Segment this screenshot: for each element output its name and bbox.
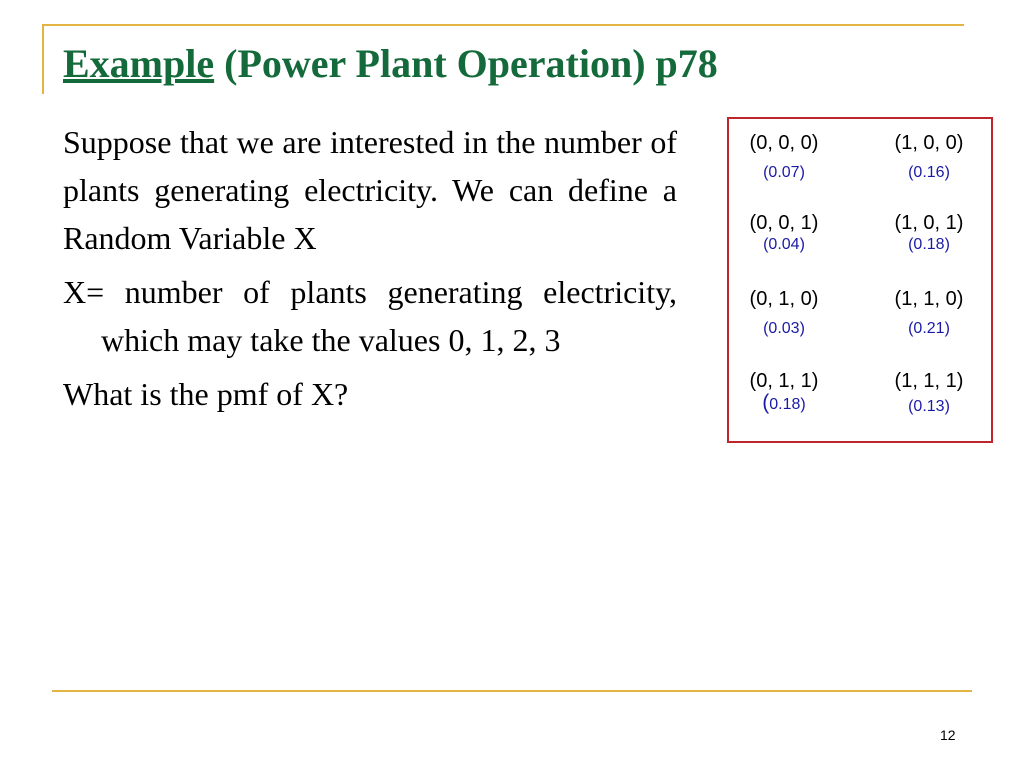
- outcome-probability: [724, 393, 844, 415]
- bottom-rule: [52, 690, 972, 692]
- outcome-probability: (0.03): [763, 320, 805, 337]
- paragraph-question: What is the pmf of X?: [63, 376, 349, 412]
- outcome-label: (0, 0, 0): [749, 132, 819, 154]
- outcome-cell: [869, 211, 989, 255]
- probability-open-paren: (: [762, 391, 770, 414]
- paragraph-intro: Suppose that we are interested in the number of plants generating electricity. We can define a Random Variable X: [63, 124, 677, 256]
- outcome-cell: [869, 131, 989, 183]
- title-keyword: Example: [63, 41, 215, 86]
- outcome-probability: (0.13): [908, 398, 950, 415]
- outcome-cell: [724, 131, 844, 183]
- outcome-label: (0, 1, 0): [749, 288, 819, 310]
- outcome-cell: [869, 287, 989, 339]
- outcome-probability: (0.07): [763, 164, 805, 181]
- outcome-cell: [869, 369, 989, 417]
- outcome-label: (1, 1, 1): [894, 370, 964, 392]
- outcome-probability: (0.04): [763, 236, 805, 253]
- outcome-label: (1, 0, 1): [894, 212, 964, 234]
- outcome-probability: (0.21): [908, 320, 950, 337]
- slide-title: [63, 42, 718, 86]
- outcome-probability-box: [727, 117, 993, 443]
- slide-body: [63, 118, 677, 424]
- outcome-label: (1, 1, 0): [894, 288, 964, 310]
- outcome-label: (1, 0, 0): [894, 132, 964, 154]
- title-rest: (Power Plant Operation) p78: [214, 41, 718, 86]
- outcome-cell: [724, 287, 844, 339]
- page-number: 12: [940, 727, 956, 743]
- paragraph-definition: X= number of plants generating electricity, which may take the values 0, 1, 2, 3: [63, 274, 677, 358]
- outcome-probability: (0.18): [908, 236, 950, 253]
- outcome-probability: (0.16): [908, 164, 950, 181]
- outcome-cell: [724, 211, 844, 255]
- outcome-label: (0, 1, 1): [749, 370, 819, 392]
- left-rule: [42, 24, 44, 94]
- probability-value: 0.18): [769, 396, 806, 413]
- top-rule: [42, 24, 964, 26]
- outcome-cell: [724, 369, 844, 415]
- outcome-label: (0, 0, 1): [749, 212, 819, 234]
